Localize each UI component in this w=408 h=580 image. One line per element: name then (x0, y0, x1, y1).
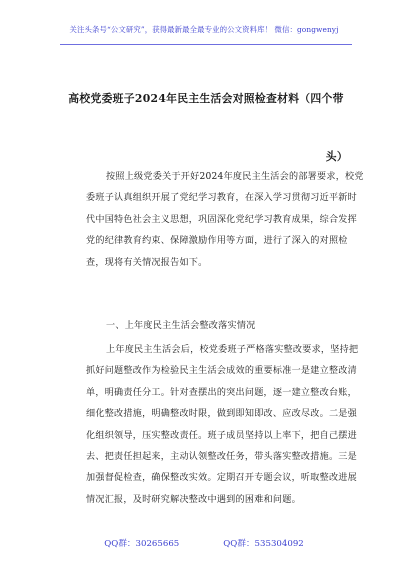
section-heading (86, 316, 366, 337)
header-divider (60, 44, 352, 45)
title-line-2: 头） (325, 150, 348, 163)
intro-paragraph (86, 167, 366, 274)
footer (0, 537, 408, 549)
title-line-1: 高校党委班子2024年民主生活会对照检查材料（四个带 (68, 92, 344, 105)
intro-paragraph-text: 按照上级党委关于开好2024年度民主生活会的部署要求，校党委班子认真组织开展了党纪学习教育，在深入学习贯彻习近平新时代中国特色社会主义思想，巩固深化党纪学习教育成果，综合发挥党的纪律教育约束、保障激励作用等方面，进行了深入的对照检查，现将有关情况报告如下。 (86, 172, 364, 268)
footer-qq-group-1: QQ群：30265665 (104, 539, 180, 549)
section-paragraph (86, 340, 366, 511)
section-paragraph-text: 上年度民主生活会后，校党委班子严格落实整改要求，坚持把抓好问题整改作为检验民主生活会成效的重要标准一是建立整改清单，明确责任分工。针对查摆出的突出问题，逐一建立整改台账，细化整改措施，明确整改时限，做到即知即改、应改尽改。二是强化组织领导，压实整改责任。班子成员坚持以上率下，把自己摆进去、把责任担起来，主动认领整改任务，带头落实整改措施。三是加强督促检查，确保整改实效。定期召开专题会议，听取整改进展情况汇报，及时研究解决整改中遇到的困难和问题。 (86, 345, 359, 505)
header-note: 关注头条号“公文研究”，获得最新最全最专业的公文资料库！ 微信：gongwenyj (69, 25, 339, 34)
footer-qq-group-2: QQ群：535304092 (223, 539, 304, 549)
section-heading-text: 一、上年度民主生活会整改落实情况 (106, 321, 256, 331)
